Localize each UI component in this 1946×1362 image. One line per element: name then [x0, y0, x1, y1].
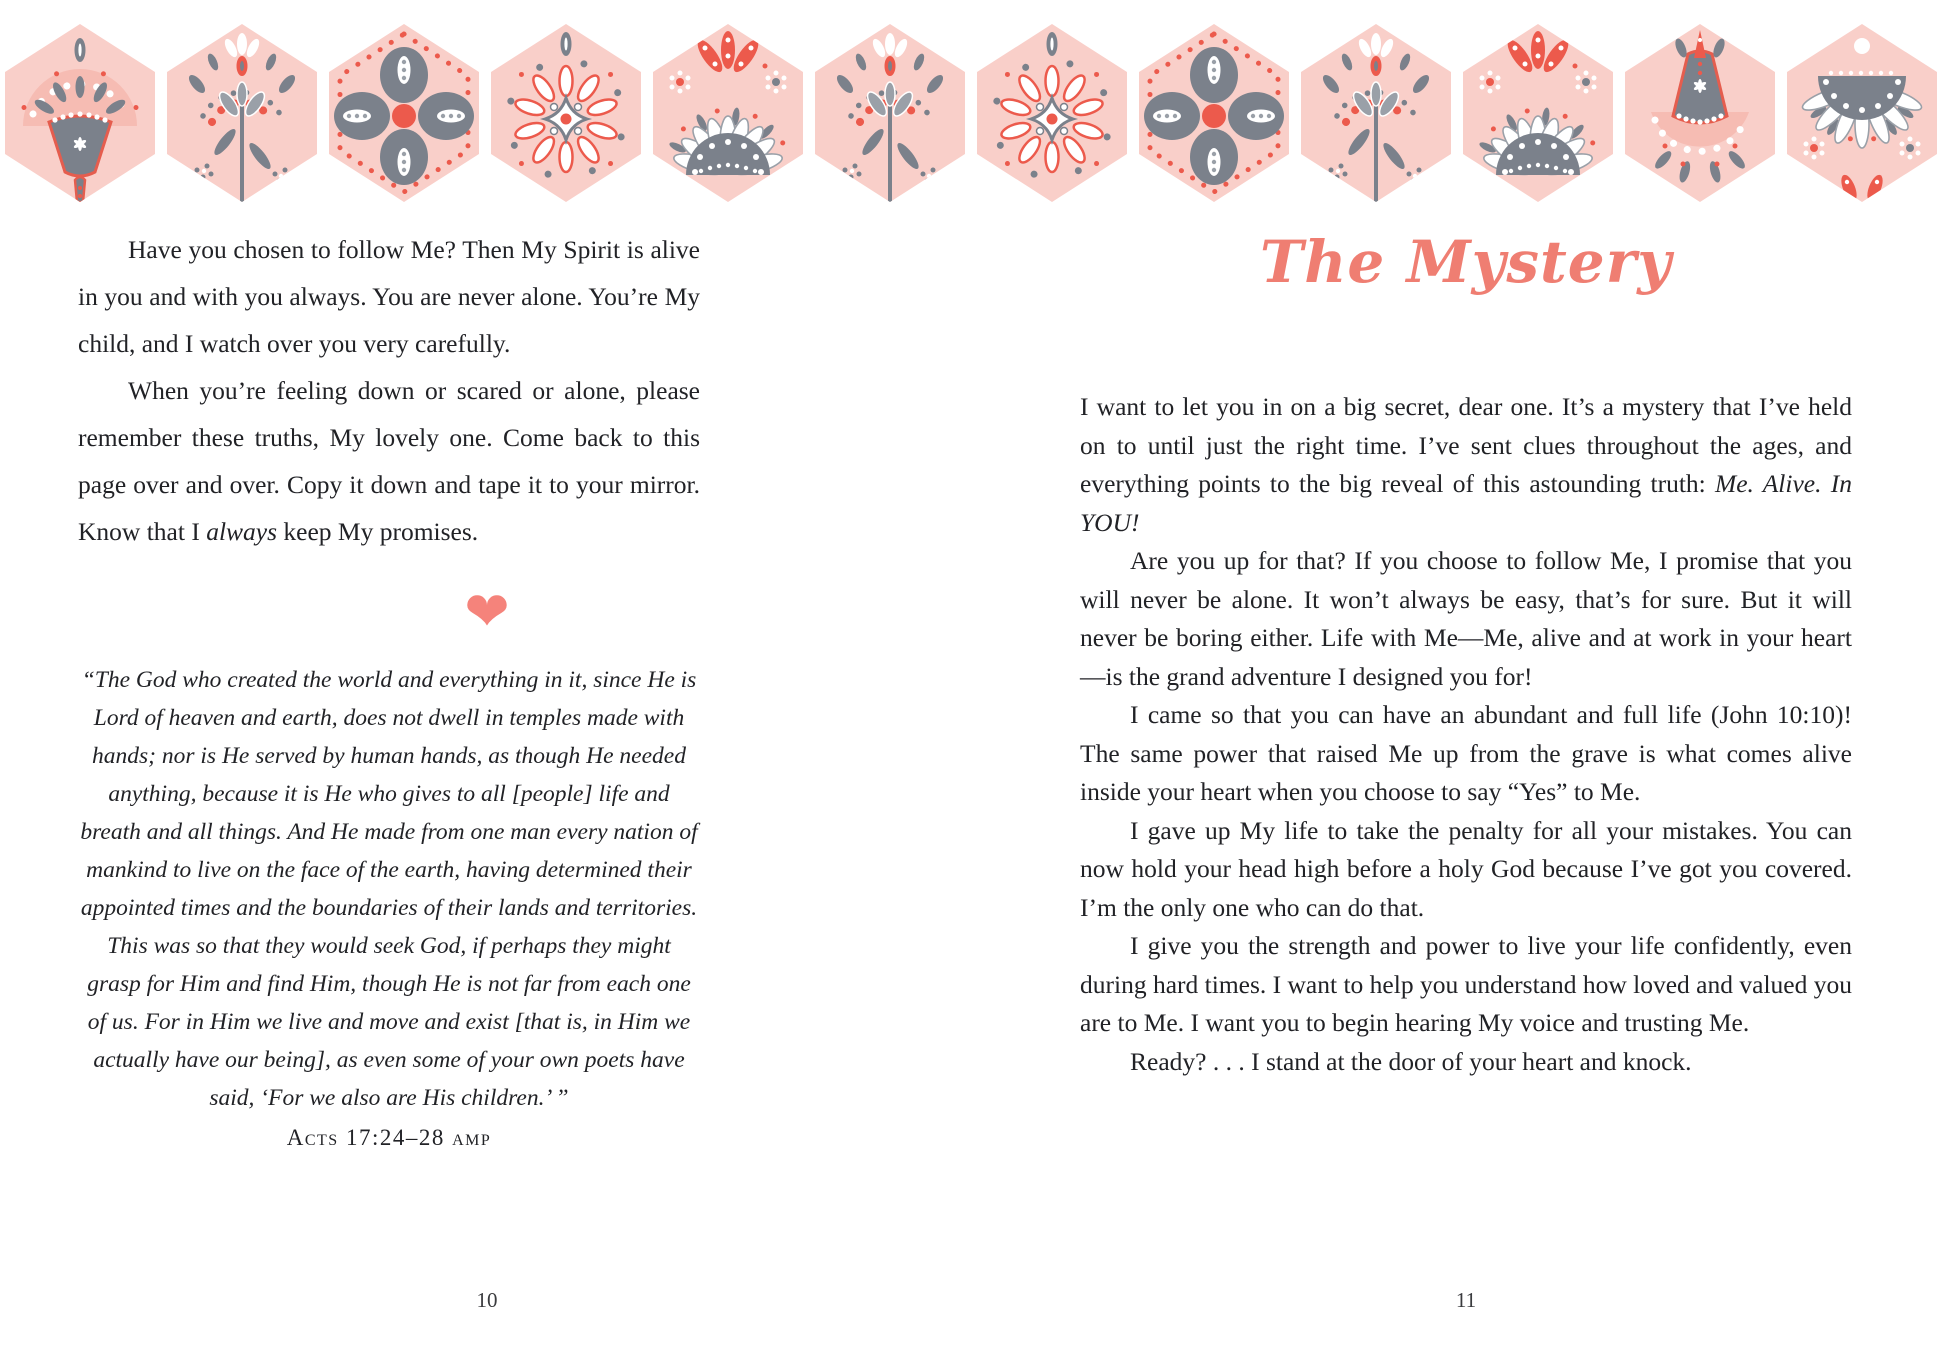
- sprig-motif-art: [1301, 24, 1451, 202]
- left-page: [78, 226, 700, 1151]
- hex-motif-sprig: [815, 24, 965, 202]
- scripture-quote: “The God who created the world and everything in it, since He is Lord of heaven and earth, does not dwell in temples made with hands; nor is He served by human hands, as though He needed anything, because it is He who gives to all [people] life and breath and all things. And He made from one man every nation of mankind to live on the face of the earth, having determined their appointed times and the boundaries of their lands and territories. This was so that they would seek God, if perhaps they might grasp for Him and find Him, though He is not far from each one of us. For in Him we live and move and exist [that is, in Him we actually have our being], as even some of your own poets have said, ‘For we also are His children.’ ”: [80, 667, 698, 1111]
- right-paragraph: Ready? . . . I stand at the door of your heart and knock.: [1130, 1046, 1692, 1076]
- hex-motif-bellflower: [5, 24, 155, 202]
- right-paragraph: Are you up for that? If you choose to follow Me, I promise that you will never be alone. It won’t always be easy, that’s for sure. But it will never be boring either. Life with Me—Me, alive and at work in your heart—is the grand adventure I designed you for!: [1080, 546, 1852, 691]
- hex-motif-clover: [1139, 24, 1289, 202]
- hex-motif-clover: [329, 24, 479, 202]
- hex-motif-bellflower-down: [1625, 24, 1775, 202]
- hex-motif-sprig: [1301, 24, 1451, 202]
- mandala-motif-art: [491, 24, 641, 202]
- right-paragraph: I want to let you in on a big secret, dear one. It’s a mystery that I’ve held on to until just the right time. I’ve sent clues throughout the ages, and everything points to the big reveal of this astounding truth: Me. Alive. In YOU!: [1080, 392, 1852, 537]
- sprig-motif-art: [167, 24, 317, 202]
- left-paragraph: When you’re feeling down or scared or alone, please remember these truths, My lovely one. Come back to this page over and over. Copy it down and tape it to your mirror. Know that I always keep My promises.: [78, 376, 700, 546]
- right-paragraph: I gave up My life to take the penalty for all your mistakes. You can now hold your head high before a holy God because I’ve got you covered. I’m the only one who can do that.: [1080, 815, 1852, 922]
- page-number-right: 11: [1455, 1288, 1477, 1312]
- fan-daisy-motif-art: [653, 24, 803, 202]
- right-paragraph: I give you the strength and power to live your life confidently, even during hard times. I want to help you understand how loved and valued you are to Me. I want you to begin hearing My voice and trusting Me.: [1080, 931, 1852, 1037]
- scripture-citation: Acts 17:24–28 amp: [286, 1125, 492, 1150]
- bellflower-motif-art: [5, 24, 155, 202]
- clover-motif-art: [1139, 24, 1289, 202]
- right-page: [1080, 212, 1852, 1081]
- page-number-left: 10: [476, 1288, 498, 1312]
- hex-motif-fandaisy: [1463, 24, 1613, 202]
- hex-motif-sprig: [167, 24, 317, 202]
- heart-icon: ❤: [464, 580, 510, 643]
- coneflower-motif-art: [1787, 24, 1937, 202]
- right-paragraph: I came so that you can have an abundant and full life (John 10:10)! The same power that raised Me up from the grave is what comes alive inside your heart when you choose to say “Yes” to Me.: [1080, 700, 1852, 806]
- clover-motif-art: [329, 24, 479, 202]
- chapter-title: The Mystery: [1260, 228, 1672, 296]
- sprig-motif-art: [815, 24, 965, 202]
- hex-motif-mandala: [977, 24, 1127, 202]
- bellflower-down-motif-art: [1625, 24, 1775, 202]
- decorative-border: [5, 24, 1937, 202]
- hex-motif-coneflower: [1787, 24, 1937, 202]
- left-paragraph: Have you chosen to follow Me? Then My Spirit is alive in you and with you always. You are never alone. You’re My child, and I watch over you very carefully.: [78, 235, 700, 358]
- mandala-motif-art: [977, 24, 1127, 202]
- fan-daisy-motif-art: [1463, 24, 1613, 202]
- heart-divider: [78, 581, 700, 643]
- hex-motif-fandaisy: [653, 24, 803, 202]
- hex-motif-mandala: [491, 24, 641, 202]
